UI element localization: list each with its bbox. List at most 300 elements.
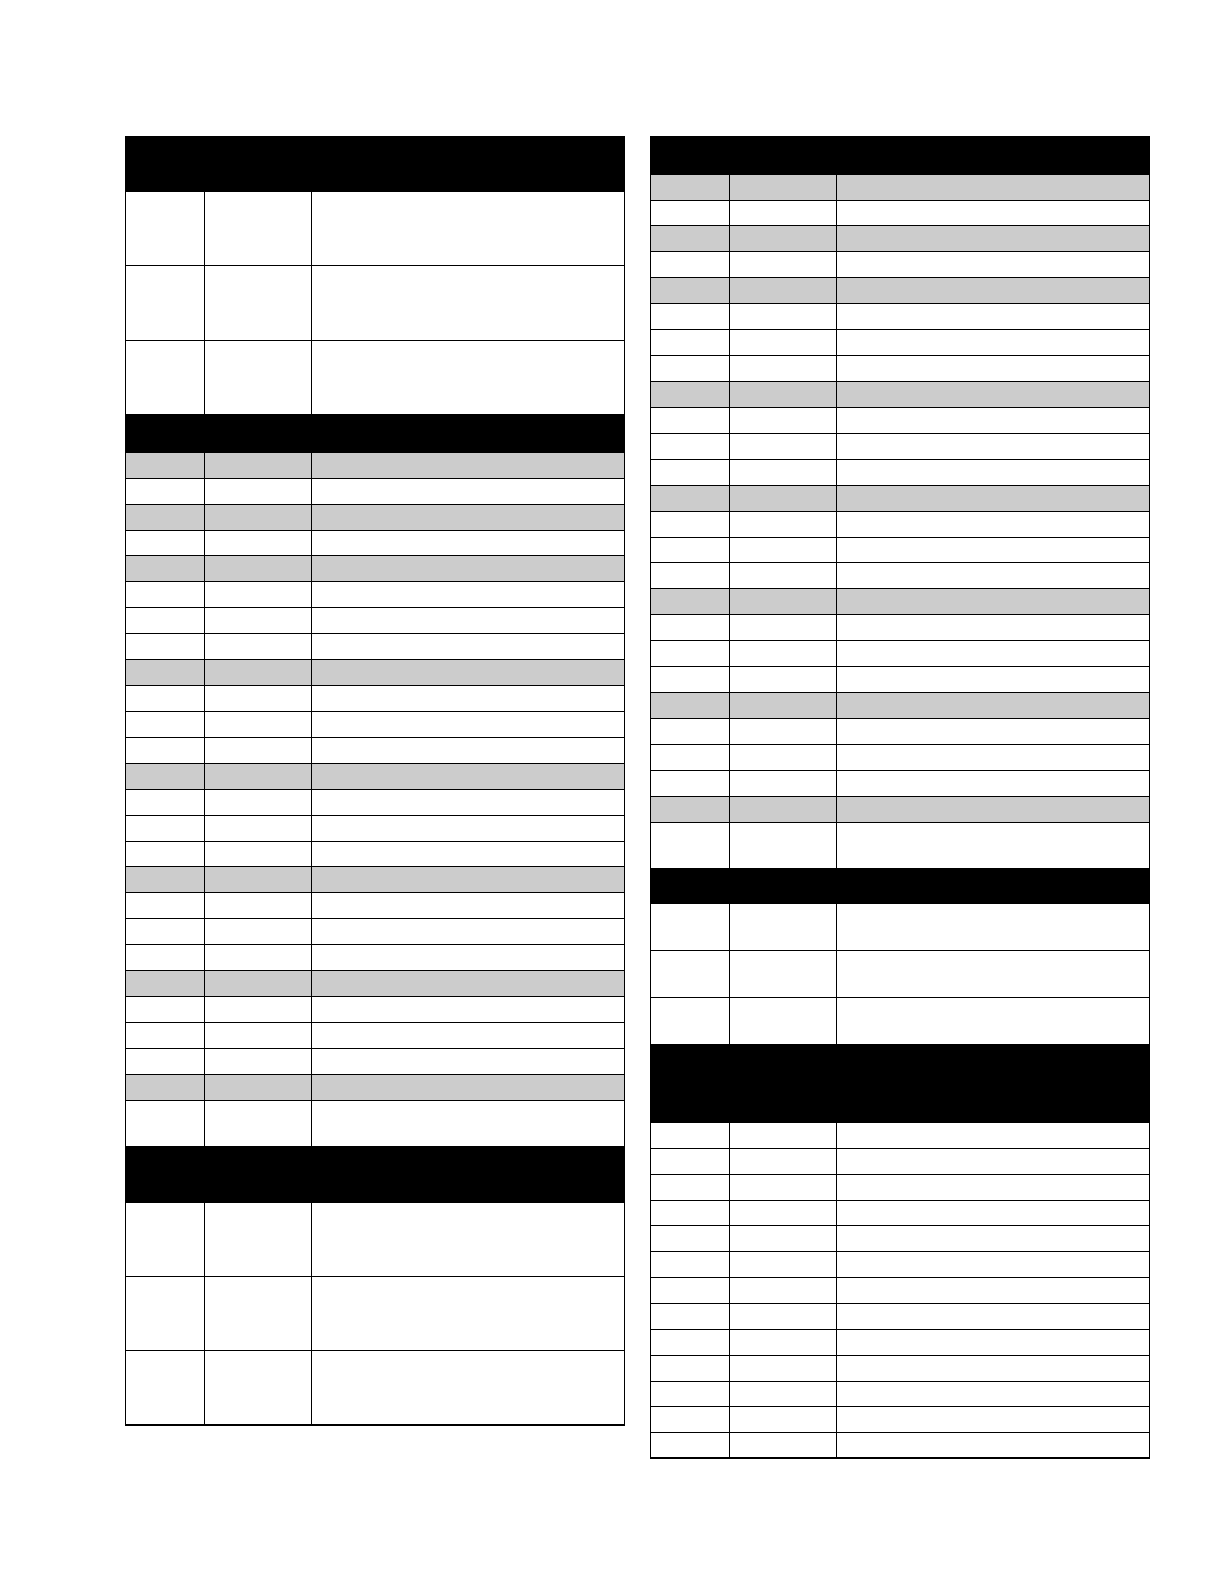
- table-cell: [730, 1304, 837, 1329]
- table-row: [126, 790, 624, 816]
- table-cell: [837, 1304, 1149, 1329]
- table-cell: [837, 667, 1149, 692]
- table-row: [126, 1023, 624, 1049]
- table-cell: [730, 538, 837, 562]
- table-cell: [651, 1278, 730, 1303]
- table-cell: [730, 693, 837, 718]
- table-cell: [312, 453, 624, 478]
- table-cell: [730, 1356, 837, 1381]
- table-cell: [126, 842, 205, 866]
- table-cell: [651, 538, 730, 562]
- table-cell: [837, 1278, 1149, 1303]
- table-row: [651, 1330, 1149, 1356]
- table-cell: [730, 486, 837, 511]
- table-cell: [837, 1149, 1149, 1174]
- table-cell: [126, 608, 205, 633]
- table-cell: [730, 382, 837, 407]
- table-cell: [205, 1203, 312, 1276]
- table-cell: [126, 971, 205, 996]
- table-cell: [730, 1407, 837, 1432]
- table-cell: [312, 842, 624, 866]
- table-cell: [651, 589, 730, 614]
- table-cell: [837, 1407, 1149, 1432]
- table-row: [651, 538, 1149, 563]
- section-header: [651, 869, 1149, 904]
- table-cell: [205, 686, 312, 711]
- table-cell: [730, 1330, 837, 1355]
- table-cell: [312, 1075, 624, 1100]
- table-cell: [205, 1351, 312, 1424]
- section-header: [651, 136, 1149, 175]
- table-cell: [126, 997, 205, 1022]
- table-row: [651, 330, 1149, 356]
- table-cell: [837, 1356, 1149, 1381]
- table-cell: [730, 823, 837, 868]
- table-cell: [730, 745, 837, 770]
- table-cell: [651, 667, 730, 692]
- table-cell: [651, 175, 730, 200]
- table-cell: [205, 712, 312, 737]
- table-cell: [312, 738, 624, 763]
- table-row: [651, 1123, 1149, 1149]
- table-cell: [312, 660, 624, 685]
- table-row: [651, 356, 1149, 382]
- table-cell: [730, 1382, 837, 1406]
- table-cell: [837, 615, 1149, 640]
- table-cell: [126, 1049, 205, 1074]
- table-cell: [730, 1123, 837, 1148]
- table-cell: [651, 563, 730, 588]
- table-cell: [651, 1123, 730, 1148]
- table-cell: [730, 998, 837, 1044]
- table-cell: [312, 1101, 624, 1146]
- table-cell: [205, 505, 312, 530]
- table-row: [651, 1278, 1149, 1304]
- table-cell: [651, 641, 730, 666]
- table-cell: [651, 693, 730, 718]
- table-cell: [312, 531, 624, 555]
- table-row: [126, 192, 624, 266]
- table-cell: [126, 660, 205, 685]
- table-cell: [651, 1175, 730, 1200]
- table-cell: [126, 816, 205, 841]
- table-cell: [126, 582, 205, 607]
- table-cell: [312, 1023, 624, 1048]
- table-cell: [730, 615, 837, 640]
- table-cell: [651, 1201, 730, 1225]
- table-cell: [651, 1252, 730, 1277]
- right-table: [650, 136, 1150, 1459]
- table-cell: [205, 945, 312, 970]
- table-cell: [126, 764, 205, 789]
- table-cell: [205, 266, 312, 340]
- table-cell: [126, 192, 205, 265]
- table-cell: [205, 919, 312, 944]
- table-cell: [730, 226, 837, 251]
- table-row: [126, 893, 624, 919]
- table-cell: [651, 330, 730, 355]
- table-cell: [312, 997, 624, 1022]
- table-cell: [126, 556, 205, 581]
- table-cell: [730, 460, 837, 485]
- table-cell: [205, 867, 312, 892]
- table-cell: [651, 998, 730, 1044]
- section-header: [126, 136, 624, 192]
- table-cell: [651, 1149, 730, 1174]
- table-cell: [312, 971, 624, 996]
- table-cell: [126, 1203, 205, 1276]
- table-cell: [651, 904, 730, 950]
- table-cell: [730, 904, 837, 950]
- table-row: [651, 512, 1149, 538]
- table-row: [651, 1433, 1149, 1458]
- table-cell: [651, 1433, 730, 1457]
- table-row: [651, 201, 1149, 226]
- table-cell: [651, 226, 730, 251]
- table-cell: [651, 278, 730, 303]
- table-cell: [837, 486, 1149, 511]
- table-row-shaded: [651, 278, 1149, 304]
- table-row: [126, 266, 624, 341]
- table-cell: [312, 1351, 624, 1424]
- table-cell: [126, 1351, 205, 1424]
- table-cell: [126, 453, 205, 478]
- table-cell: [837, 278, 1149, 303]
- table-cell: [837, 719, 1149, 744]
- table-cell: [312, 712, 624, 737]
- table-cell: [651, 486, 730, 511]
- table-cell: [205, 634, 312, 659]
- table-cell: [651, 745, 730, 770]
- table-cell: [126, 266, 205, 340]
- table-cell: [651, 823, 730, 868]
- table-row: [126, 945, 624, 971]
- table-cell: [837, 1330, 1149, 1355]
- table-row-shaded: [126, 764, 624, 790]
- table-cell: [651, 1356, 730, 1381]
- table-row: [126, 1277, 624, 1351]
- table-row: [126, 479, 624, 505]
- table-cell: [205, 971, 312, 996]
- table-cell: [837, 797, 1149, 822]
- table-row: [651, 745, 1149, 771]
- table-row: [651, 1407, 1149, 1433]
- table-cell: [730, 589, 837, 614]
- table-cell: [126, 1101, 205, 1146]
- table-cell: [730, 1149, 837, 1174]
- table-cell: [837, 1201, 1149, 1225]
- table-cell: [205, 192, 312, 265]
- table-cell: [312, 816, 624, 841]
- table-row: [126, 842, 624, 867]
- table-cell: [126, 686, 205, 711]
- table-cell: [651, 408, 730, 433]
- table-cell: [837, 1382, 1149, 1406]
- table-row-shaded: [651, 226, 1149, 252]
- table-cell: [730, 641, 837, 666]
- table-cell: [837, 408, 1149, 433]
- table-row: [651, 1304, 1149, 1330]
- table-cell: [205, 479, 312, 504]
- table-row: [651, 951, 1149, 998]
- table-cell: [126, 1023, 205, 1048]
- table-cell: [312, 608, 624, 633]
- table-row-shaded: [126, 660, 624, 686]
- table-cell: [312, 505, 624, 530]
- table-cell: [837, 1252, 1149, 1277]
- table-cell: [837, 356, 1149, 381]
- table-cell: [837, 226, 1149, 251]
- table-row: [651, 998, 1149, 1045]
- table-row: [651, 1149, 1149, 1175]
- table-cell: [126, 1075, 205, 1100]
- table-cell: [730, 252, 837, 277]
- table-row: [126, 634, 624, 660]
- table-cell: [205, 582, 312, 607]
- table-cell: [205, 453, 312, 478]
- table-cell: [205, 556, 312, 581]
- table-cell: [837, 434, 1149, 459]
- table-cell: [312, 686, 624, 711]
- table-cell: [651, 201, 730, 225]
- table-cell: [651, 512, 730, 537]
- table-cell: [837, 1123, 1149, 1148]
- table-cell: [312, 945, 624, 970]
- table-cell: [205, 997, 312, 1022]
- table-row-shaded: [126, 505, 624, 531]
- table-cell: [205, 1049, 312, 1074]
- table-cell: [651, 1330, 730, 1355]
- table-cell: [126, 867, 205, 892]
- table-cell: [205, 1023, 312, 1048]
- table-cell: [730, 1252, 837, 1277]
- table-row: [651, 304, 1149, 330]
- table-cell: [205, 842, 312, 866]
- table-cell: [837, 538, 1149, 562]
- table-cell: [837, 951, 1149, 997]
- table-cell: [312, 867, 624, 892]
- table-row: [126, 738, 624, 764]
- table-cell: [126, 505, 205, 530]
- table-row: [126, 582, 624, 608]
- table-cell: [205, 1101, 312, 1146]
- table-cell: [312, 582, 624, 607]
- table-cell: [126, 945, 205, 970]
- table-cell: [312, 1277, 624, 1350]
- table-row: [126, 816, 624, 842]
- table-row-shaded: [126, 1075, 624, 1101]
- table-cell: [837, 904, 1149, 950]
- table-row: [651, 641, 1149, 667]
- table-cell: [730, 408, 837, 433]
- table-row: [126, 997, 624, 1023]
- table-cell: [837, 589, 1149, 614]
- table-cell: [126, 634, 205, 659]
- table-row: [126, 919, 624, 945]
- table-cell: [837, 1433, 1149, 1457]
- table-cell: [730, 797, 837, 822]
- table-cell: [205, 1075, 312, 1100]
- table-cell: [730, 1433, 837, 1457]
- table-row: [651, 667, 1149, 693]
- table-cell: [837, 823, 1149, 868]
- table-row: [651, 408, 1149, 434]
- table-row: [651, 771, 1149, 797]
- table-row: [651, 1382, 1149, 1407]
- table-row: [651, 1356, 1149, 1382]
- table-cell: [837, 460, 1149, 485]
- table-cell: [730, 356, 837, 381]
- table-row: [126, 608, 624, 634]
- table-cell: [837, 771, 1149, 796]
- table-row: [126, 712, 624, 738]
- table-row-shaded: [651, 589, 1149, 615]
- table-row: [126, 686, 624, 712]
- table-row: [651, 1201, 1149, 1226]
- table-cell: [837, 563, 1149, 588]
- table-cell: [126, 1277, 205, 1350]
- table-cell: [205, 764, 312, 789]
- table-cell: [730, 1175, 837, 1200]
- table-cell: [312, 479, 624, 504]
- table-cell: [730, 278, 837, 303]
- table-cell: [126, 893, 205, 918]
- table-row-shaded: [651, 382, 1149, 408]
- table-cell: [205, 738, 312, 763]
- table-cell: [205, 660, 312, 685]
- table-cell: [837, 252, 1149, 277]
- table-cell: [837, 304, 1149, 329]
- table-cell: [312, 634, 624, 659]
- table-cell: [312, 919, 624, 944]
- table-cell: [730, 304, 837, 329]
- table-cell: [312, 192, 624, 265]
- table-cell: [730, 1201, 837, 1225]
- table-row: [651, 1226, 1149, 1252]
- table-cell: [837, 745, 1149, 770]
- table-cell: [730, 330, 837, 355]
- table-row: [651, 823, 1149, 869]
- section-header: [126, 415, 624, 453]
- table-row-shaded: [651, 175, 1149, 201]
- table-row: [651, 434, 1149, 460]
- table-cell: [312, 341, 624, 414]
- table-row: [651, 904, 1149, 951]
- table-cell: [651, 1304, 730, 1329]
- table-row-shaded: [126, 556, 624, 582]
- left-table: [125, 136, 625, 1426]
- table-cell: [837, 201, 1149, 225]
- section-header: [126, 1147, 624, 1203]
- table-cell: [730, 1278, 837, 1303]
- section-header: [651, 1045, 1149, 1123]
- table-cell: [837, 998, 1149, 1044]
- table-row-shaded: [651, 797, 1149, 823]
- table-cell: [205, 608, 312, 633]
- table-cell: [730, 951, 837, 997]
- table-cell: [312, 764, 624, 789]
- table-cell: [730, 201, 837, 225]
- table-row: [126, 1203, 624, 1277]
- table-cell: [126, 790, 205, 815]
- table-cell: [651, 797, 730, 822]
- table-cell: [205, 1277, 312, 1350]
- table-cell: [651, 719, 730, 744]
- table-row: [651, 252, 1149, 278]
- table-cell: [730, 667, 837, 692]
- table-row: [126, 531, 624, 556]
- table-cell: [837, 512, 1149, 537]
- table-cell: [837, 693, 1149, 718]
- table-cell: [312, 556, 624, 581]
- table-cell: [126, 738, 205, 763]
- table-row: [651, 615, 1149, 641]
- table-cell: [651, 1382, 730, 1406]
- table-cell: [730, 563, 837, 588]
- table-row: [126, 341, 624, 415]
- table-cell: [126, 341, 205, 414]
- table-cell: [837, 641, 1149, 666]
- table-cell: [126, 919, 205, 944]
- table-row: [651, 1252, 1149, 1278]
- table-cell: [126, 531, 205, 555]
- table-cell: [651, 1226, 730, 1251]
- table-cell: [730, 512, 837, 537]
- table-cell: [205, 816, 312, 841]
- table-cell: [312, 790, 624, 815]
- table-cell: [730, 1226, 837, 1251]
- table-cell: [205, 790, 312, 815]
- table-cell: [730, 771, 837, 796]
- table-cell: [837, 1175, 1149, 1200]
- table-cell: [730, 719, 837, 744]
- table-cell: [205, 893, 312, 918]
- table-row: [126, 1351, 624, 1425]
- table-cell: [126, 479, 205, 504]
- table-row: [126, 1049, 624, 1075]
- table-cell: [205, 341, 312, 414]
- table-row: [651, 563, 1149, 589]
- table-cell: [651, 951, 730, 997]
- table-row-shaded: [126, 971, 624, 997]
- table-cell: [651, 1407, 730, 1432]
- table-cell: [651, 356, 730, 381]
- table-cell: [730, 434, 837, 459]
- table-cell: [837, 1226, 1149, 1251]
- table-row: [651, 719, 1149, 745]
- table-row-shaded: [126, 867, 624, 893]
- table-cell: [651, 615, 730, 640]
- table-cell: [651, 252, 730, 277]
- table-cell: [205, 531, 312, 555]
- table-row: [651, 1175, 1149, 1201]
- table-cell: [651, 304, 730, 329]
- table-cell: [312, 1203, 624, 1276]
- table-cell: [730, 175, 837, 200]
- table-cell: [837, 330, 1149, 355]
- table-row-shaded: [651, 486, 1149, 512]
- table-cell: [837, 382, 1149, 407]
- table-cell: [126, 712, 205, 737]
- table-row: [651, 460, 1149, 486]
- table-cell: [651, 460, 730, 485]
- table-row-shaded: [126, 453, 624, 479]
- table-row: [126, 1101, 624, 1147]
- table-row-shaded: [651, 693, 1149, 719]
- table-cell: [837, 175, 1149, 200]
- table-cell: [651, 434, 730, 459]
- table-cell: [651, 382, 730, 407]
